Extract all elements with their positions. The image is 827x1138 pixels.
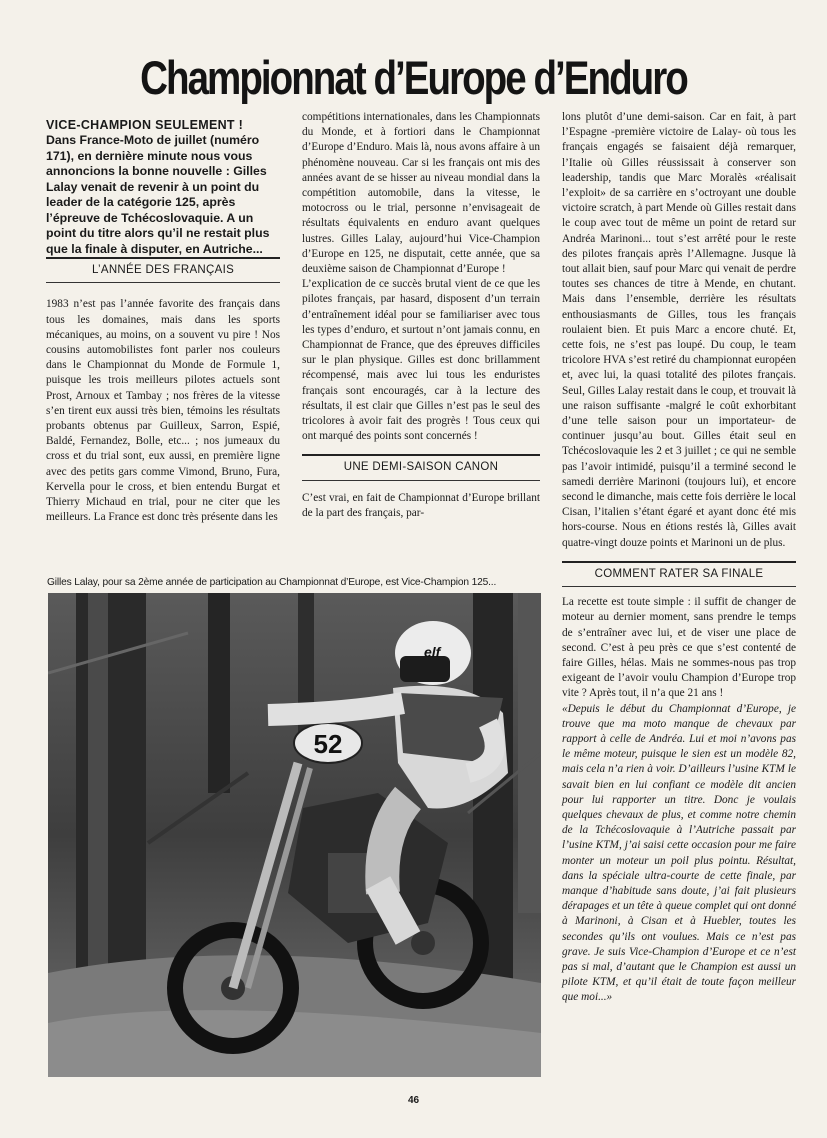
plate-number: 52 [313,729,343,759]
column-1 [46,118,280,525]
body-paragraph: lons plutôt d’une demi-saison. Car en fait, à part l’Espagne -première victoire de Lalay- où tous les français engagés se faisaient déjà remarquer, l’Italie où Gilles réussissait à conserver son leadership, tandis que Marc Moralès «réalisait l’exploit» de sa carrière en s’octroyant une double victoire scratch, à part Mende où Gilles restait dans le coup avec tout de même un point de retard sur Andréa Marinoni... tout s’est arrêté pour le reste des pilotes français après l’Allemagne. Jusque là tout allait bien, sauf pour Marc qui venait de perdre toutes ses chances de titre à Mende, en chutant. Mais dans l’ensemble, derrière les résultats enthousiasmants de Gilles, tous les français roulaient bien. Et puis Marc a encore chuté. Et, cette fois, ne s’est pas loupé. Du coup, le team tricolore HVA s’est retiré du championnat européen et, avec lui, la quasi totalité des pilotes français. Seul, Gilles Lalay restait dans le coup, et trouvait là une raison suffisante -malgré le coût exhorbitant d’une telle saison pour un importateur- de continuer jusqu’au bout. Gilles était seul en Tchécoslovaquie les 2 et 3 juillet ; ce qui ne semble pas l’avoir intimidé, puisqu’il a terminé second le samedi derrière Marinoni (toujours lui), et encore second le dimanche, mais cette fois derrière le local Cisan, l’italien s’étant égaré et ayant donc été mis hors-course. Nous en étions restés là, Gilles avait quatre-vingt douze points et Marinoni un de plus. [562,111,796,549]
page-title: Championnat d’Europe d’Enduro [140,51,687,104]
helmet-logo: elf [424,644,441,660]
photo-caption: Gilles Lalay, pour sa 2ème année de participation au Championnat d’Europe, est Vice-Champion 125... [47,577,497,588]
enduro-rider-photo [48,593,541,1077]
body-paragraph: C’est vrai, en fait de Championnat d’Europe brillant de la part des français, par- [302,491,540,519]
section-heading-demi-saison: UNE DEMI-SAISON CANON [302,454,540,480]
section-heading-annee: L’ANNÉE DES FRANÇAIS [46,257,280,283]
section-heading-finale: COMMENT RATER SA FINALE [562,561,796,587]
lead-paragraph: Dans France-Moto de juillet (numéro 171), en dernière minute nous vous annoncions la bonne nouvelle : Gilles Lalay venait de revenir à un point du leader de la catégorie 125, après l’épreuve de Tchécoslovaquie. A un point du titre alors qu’il ne restait plus que la finale à disputer, en Autriche... [46,133,270,256]
page-number: 46 [407,1095,420,1106]
rider-illustration [48,593,541,1077]
kicker-heading: VICE-CHAMPION SEULEMENT ! [46,118,244,132]
quote-paragraph: «Depuis le début du Championnat d’Europe, je trouve que ma moto manque de chevaux par rapport à celle de Andréa. Lui et moi n’avons pas le même moteur, puisque le sien est un modèle 82, mais cela n’a rien à voir. D’ailleurs l’usine KTM le savait bien en lui confiant ce modèle dit ancien pour lui rapporter un titre. Donc je voulais quelques chevaux de plus, et comme notre chemin de la Tchécoslovaquie à l’Autriche passait par l’usine KTM, j’ai saisi cette occasion pour me faire monter un moteur un poil plus pointu. Résultat, dans la spéciale ultra-courte de cette finale, par manque d’habitude sans doute, j’ai fait plusieurs dérapages et un tête à queue complet qui ont donné à Marinoni, à Cisan et à Huebler, toutes les secondes qu’ils ont voulues. Mais ce n’est pas grave. Je suis Vice-Champion d’Europe et ce n’est pas si mal, d’autant que le Champion est aussi un pilote KTM, et qu’il était de toute façon meilleur que moi...» [562,702,796,1004]
body-paragraph: L’explication de ce succès brutal vient de ce que les pilotes français, par hasard, disposent d’un terrain d’entraînement idéal pour se familiariser avec tous les types d’enduro, et surtout n’ont jamais connu, en Championnat de France, que des épreuves difficiles sur le plan physique. Gilles est donc brillamment récompensé, mais avec lui tous les enduristes français sont encouragés, car à la lecture des résultats, il est clair que Gilles n’est pas le seul des tricolores à avoir fait des progrès ! Tous ceux qui ont marqué des points sont concernés ! [302,278,540,443]
column-3 [562,110,796,1006]
body-paragraph: compétitions internationales, dans les Championnats du Monde, et à fortiori dans le Championnat d’Europe d’Enduro. Mais là, nous avons affaire à un phénomène nouveau. Car si les français ont mis des années avant de se hisser au niveau mondial dans la compétition automobile, dans la vitesse, le motocross ou le trial, personne n’envisageait de résultats équivalents en enduro avant quelques lustres. Gilles Lalay, aujourd’hui Vice-Champion d’Europe en 125, ne disputait, cette année, que sa deuxième saison de Championnat d’Europe ! [302,111,540,276]
body-paragraph: La recette est toute simple : il suffit de changer de moteur au dernier moment, sans prendre le temps de s’entraîner avec lui, et de viser une place de second. C’est à peu près ce que s’est contenté de faire Gilles, hélas. Mais ne sommes-nous pas trop exigeant de l’avoir voulu Champion d’Europe trop vite ? Après tout, il n’a que 21 ans ! [562,596,796,700]
body-paragraph: 1983 n’est pas l’année favorite des français dans tous les domaines, mais dans les sports mécaniques, au moins, on a souvent vu pire ! Nos cousins automobilistes font parler nos couleurs dans le Championnat du Monde de Formule 1, puisque les trois meilleurs pilotes actuels sont Prost, Arnoux et Tambay ; nos frères de la vitesse s’en tirent eux aussi très bien, témoins les résultats probants obtenus par Guilleux, Sarron, Espié, Baldé, Fernandez, Bolle, etc... ; nos jumeaux du cross et du trial sont, eux aussi, en première ligne avec des petits gars comme Vimond, Bruno, Fura, Kervella pour le cross, et bien entendu Burgat et Thierry Michaud en trial, pour ne citer que les meilleurs. La France est donc très présente dans les [46,298,280,524]
column-2 [302,110,540,521]
